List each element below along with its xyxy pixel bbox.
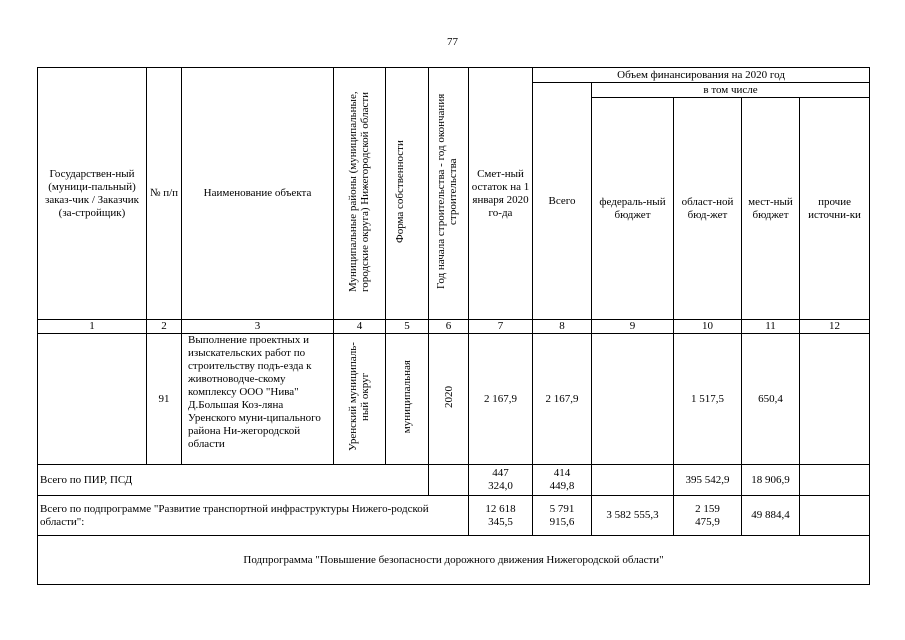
total-subprogram-other — [800, 496, 870, 536]
financing-table — [37, 67, 870, 585]
header-regional-budget: област-ной бюд-жет — [674, 98, 742, 320]
col-number: 11 — [742, 320, 800, 334]
total-pir-label: Всего по ПИР, ПСД — [38, 465, 429, 496]
total-pir-federal — [592, 465, 674, 496]
col-number: 4 — [334, 320, 386, 334]
header-total: Всего — [533, 83, 592, 320]
subprogram-title: Подпрограмма "Повышение безопасности дорожного движения Нижегородской области" — [38, 536, 870, 585]
district-cell: Уренский муниципаль-ный округ — [334, 334, 386, 465]
col-number: 2 — [147, 320, 182, 334]
total-subprogram-local: 49 884,4 — [742, 496, 800, 536]
regional-cell: 1 517,5 — [674, 334, 742, 465]
total-subprogram-regional: 2 159 475,9 — [674, 496, 742, 536]
header-ownership-form: Форма собственности — [386, 68, 429, 320]
local-cell: 650,4 — [742, 334, 800, 465]
column-numbers-row — [38, 320, 870, 334]
col-number: 8 — [533, 320, 592, 334]
header-number: № п/п — [147, 68, 182, 320]
total-pir-row — [38, 465, 870, 496]
col-number: 9 — [592, 320, 674, 334]
total-subprogram-federal: 3 582 555,3 — [592, 496, 674, 536]
col-number: 5 — [386, 320, 429, 334]
col-number: 6 — [429, 320, 469, 334]
years-cell: 2020 — [429, 334, 469, 465]
row-number: 91 — [147, 334, 182, 465]
federal-cell — [592, 334, 674, 465]
estimate-balance-cell: 2 167,9 — [469, 334, 533, 465]
total-subprogram-row — [38, 496, 870, 536]
total-pir-other — [800, 465, 870, 496]
ownership-cell: муниципальная — [386, 334, 429, 465]
header-federal-budget: федераль-ный бюджет — [592, 98, 674, 320]
empty-cell — [429, 465, 469, 496]
customer-cell — [38, 334, 147, 465]
total-subprogram-estimate: 12 618 345,5 — [469, 496, 533, 536]
total-pir-regional: 395 542,9 — [674, 465, 742, 496]
header-municipal-districts: Муниципальные районы (муниципальные, городские округа) Нижегородской области — [334, 68, 386, 320]
col-number: 12 — [800, 320, 870, 334]
col-number: 3 — [182, 320, 334, 334]
col-number: 10 — [674, 320, 742, 334]
header-including: в том числе — [592, 83, 870, 98]
total-subprogram-total: 5 791 915,6 — [533, 496, 592, 536]
header-construction-years: Год начала строительства - год окончания строительства — [429, 68, 469, 320]
header-estimate-balance: Смет-ный остаток на 1 января 2020 го-да — [469, 68, 533, 320]
total-cell: 2 167,9 — [533, 334, 592, 465]
other-cell — [800, 334, 870, 465]
total-pir-total: 414 449,8 — [533, 465, 592, 496]
header-other-sources: прочие источни-ки — [800, 98, 870, 320]
header-customer: Государствен-ный (муници-пальный) заказ-чик / Заказчик (за-стройщик) — [38, 68, 147, 320]
header-local-budget: мест-ный бюджет — [742, 98, 800, 320]
object-name: Выполнение проектных и изыскательских работ по строительству подъ-езда к животноводче-скому комплексу ООО "Нива" Д.Большая Коз-ляна Уренского муни-ципального района Ни-жегородской области — [182, 334, 334, 465]
total-pir-estimate: 447 324,0 — [469, 465, 533, 496]
table-row — [38, 334, 870, 465]
total-subprogram-label: Всего по подпрограмме "Развитие транспортной инфраструктуры Нижего-родской области": — [38, 496, 469, 536]
page-number: 77 — [447, 36, 458, 48]
total-pir-local: 18 906,9 — [742, 465, 800, 496]
col-number: 7 — [469, 320, 533, 334]
subprogram-title-row — [38, 536, 870, 585]
col-number: 1 — [38, 320, 147, 334]
header-funding-2020: Объем финансирования на 2020 год — [533, 68, 870, 83]
header-object-name: Наименование объекта — [182, 68, 334, 320]
